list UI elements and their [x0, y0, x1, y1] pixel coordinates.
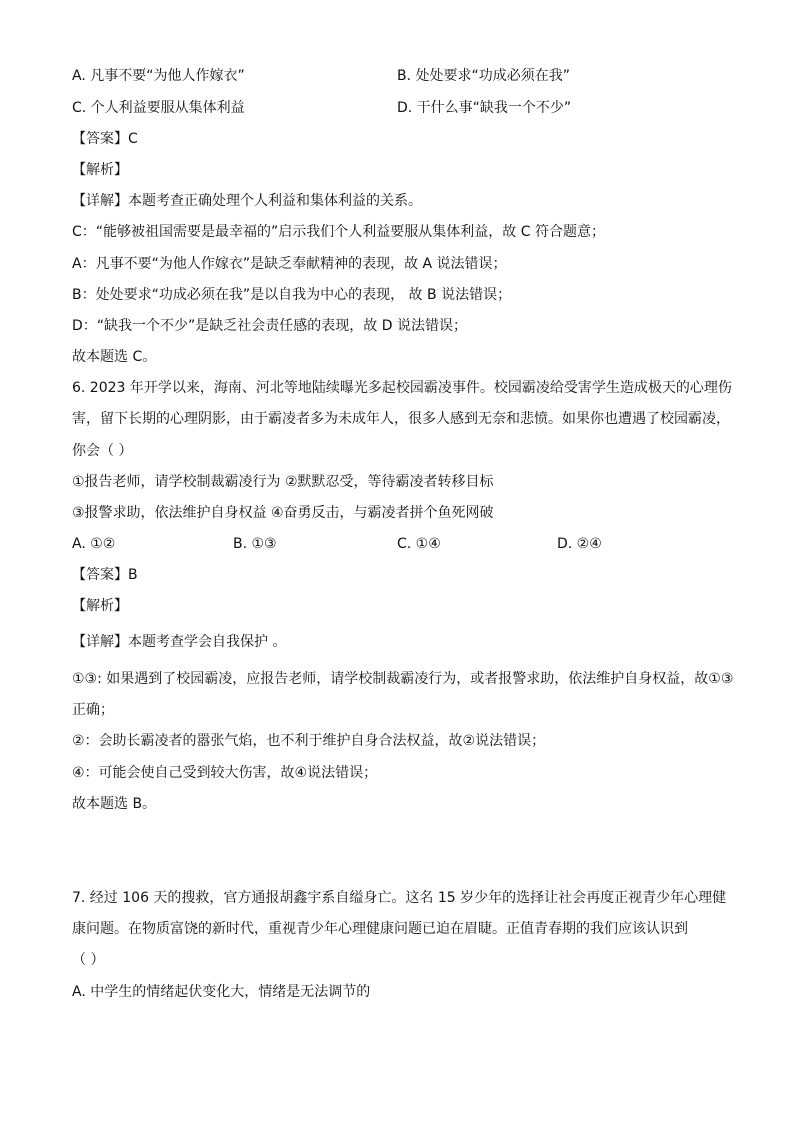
q6-stem-line: 你会（ ） [72, 443, 133, 459]
q6-option-b: B. ①③ [233, 536, 277, 552]
q6-option-c: C. ①④ [397, 536, 441, 552]
q6-detail-line: 【详解】本题考查学会自我保护 。 [72, 634, 287, 650]
q6-stem-line: 害，留下长期的心理阴影，由于霸凌者多为未成年人，很多人感到无奈和悲愤。如果你也遭遇了校园霸凌， [72, 411, 730, 427]
q5-option-c: C. 个人利益要服从集体利益 [72, 100, 245, 116]
q6-option-d: D. ②④ [557, 536, 602, 552]
q5-detail-line: 故本题选 C。 [72, 349, 157, 365]
q5-answer: 【答案】C [72, 131, 138, 147]
q6-answer: 【答案】B [72, 567, 138, 583]
q7-stem-line: 康问题。在物质富饶的新时代，重视青少年心理健康问题已迫在眉睫。正值青春期的我们应该认识到 [72, 921, 688, 937]
q7-option-a: A. 中学生的情绪起伏变化大，情绪是无法调节的 [72, 984, 371, 1000]
q6-analysis-label: 【解析】 [72, 598, 128, 614]
q5-option-d: D. 干什么事“缺我一个不少” [397, 100, 572, 116]
q6-detail-line: ①③: 如果遇到了校园霸凌，应报告老师，请学校制裁霸凌行为，或者报警求助，依法维护自身权益，故①③ [72, 671, 734, 687]
q5-detail-line: A：凡事不要“为他人作嫁衣”是缺乏奉献精神的表现，故 A 说法错误； [72, 256, 507, 272]
q7-stem-line: 7. 经过 106 天的搜救，官方通报胡鑫宇系自缢身亡。这名 15 岁少年的选择让社会再度正视青少年心理健 [72, 890, 727, 906]
q6-detail-line: ②：会助长霸凌者的嚣张气焰，也不利于维护自身合法权益，故②说法错误； [72, 733, 546, 749]
q6-stem-line: 6. 2023 年开学以来，海南、河北等地陆续曝光多起校园霸凌事件。校园霸凌给受害学生造成极天的心理伤 [72, 380, 732, 396]
q6-choice-line: ③报警求助，依法维护自身权益 ④奋勇反击，与霸凌者拼个鱼死网破 [72, 505, 494, 521]
q7-stem-line: （ ） [72, 952, 105, 968]
q5-detail-line: C：“能够被祖国需要是最幸福的”启示我们个人利益要服从集体利益，故 C 符合题意； [72, 224, 605, 240]
q6-detail-line: 正确； [72, 702, 114, 718]
q6-option-a: A. ①② [72, 536, 116, 552]
q6-choice-line: ①报告老师，请学校制裁霸凌行为 ②默默忍受，等待霸凌者转移目标 [72, 474, 494, 490]
q5-detail-line: B：处处要求“功成必须在我”是以自我为中心的表现， 故 B 说法错误； [72, 287, 512, 303]
q6-detail-line: ④：可能会使自己受到较大伤害，故④说法错误； [72, 765, 378, 781]
q5-option-a: A. 凡事不要“为他人作嫁衣” [72, 68, 245, 84]
q5-option-b: B. 处处要求“功成必须在我” [397, 68, 571, 84]
q6-detail-line: 故本题选 B。 [72, 796, 157, 812]
q5-analysis-label: 【解析】 [72, 162, 128, 178]
q5-detail-line: D：“缺我一个不少”是缺乏社会责任感的表现，故 D 说法错误； [72, 318, 467, 334]
q5-detail-line: 【详解】本题考查正确处理个人利益和集体利益的关系。 [72, 193, 422, 209]
